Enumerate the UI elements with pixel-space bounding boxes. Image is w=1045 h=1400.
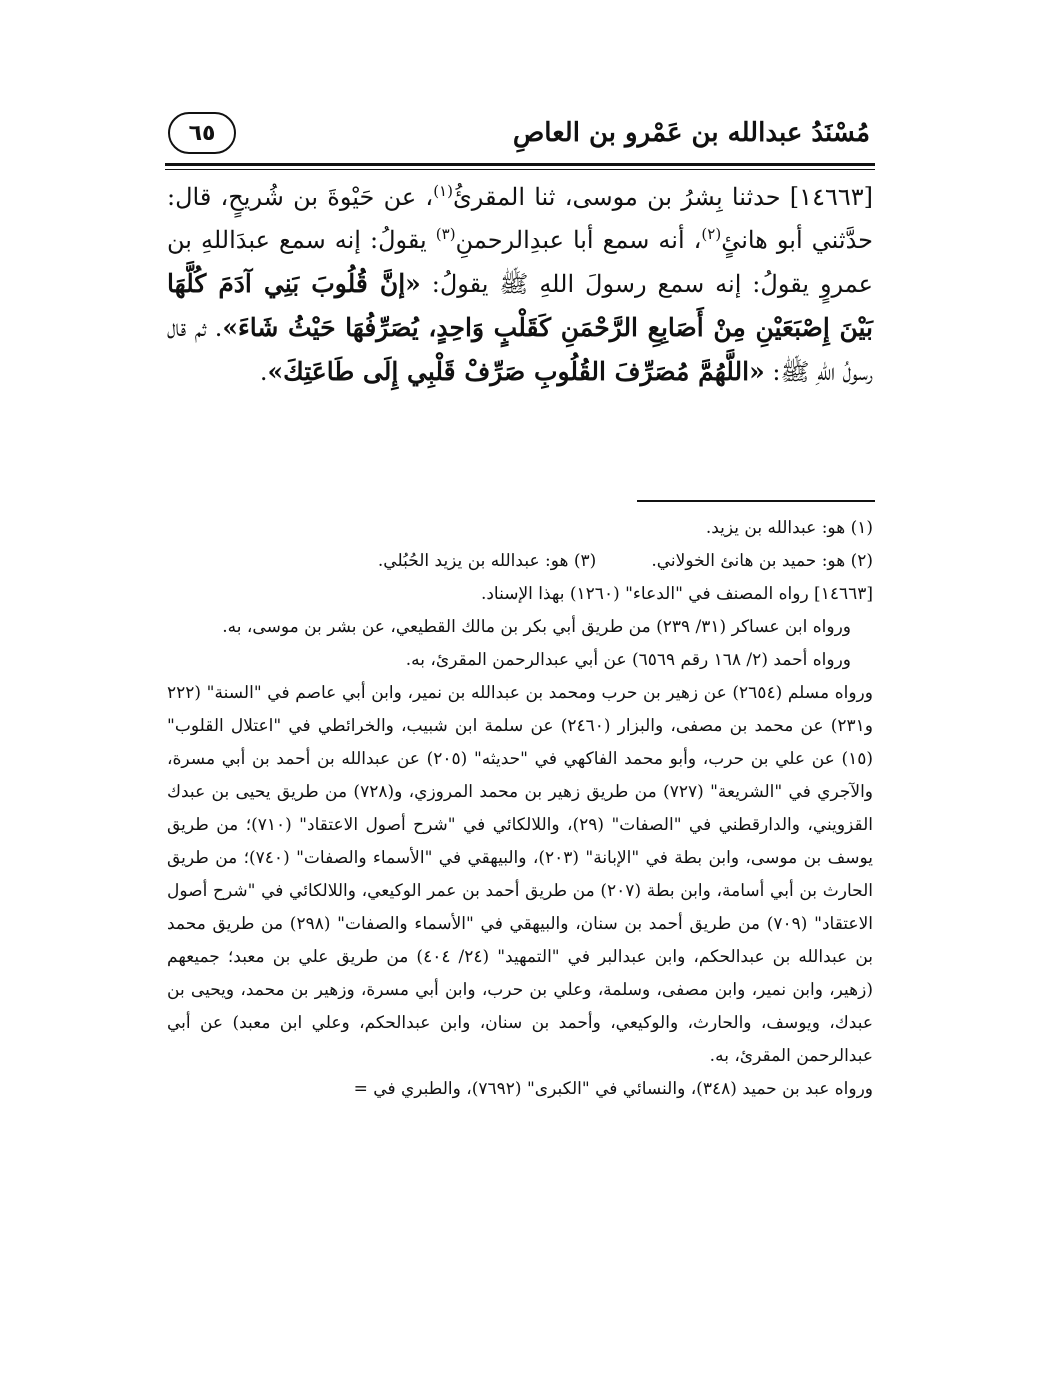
page-number <box>168 112 236 154</box>
isnad-part-5: . ثم قال رسولُ اللهِ ﷺ: <box>167 314 873 386</box>
header-rule-thick <box>165 163 875 166</box>
page-number-text: ٦٥ <box>188 120 216 146</box>
closing-punctuation: . <box>259 358 268 386</box>
footnote-1: (١) هو: عبدالله بن يزيد. <box>705 518 873 538</box>
isnad-part-3: ، أنه سمع أبا عبدِالرحمنِ <box>455 226 702 254</box>
isnad-part-2: ، عن حَيْوةَ بن شُريحٍ، قال: حدَّثني أبو هانئٍ <box>167 183 874 254</box>
footnotes-block <box>167 512 873 1106</box>
hadith-matn-1: «إنَّ قُلُوبَ بَنِي آدَمَ كُلَّهَا بَيْنَ إِصْبَعَيْنِ مِنْ أَصَابِعِ الرَّحْمَنِ كَقَلْبٍ وَاحِدٍ، يُصَرِّفُهَا حَيْثُ شَاءَ» <box>167 269 873 342</box>
hadith-matn-2: «اللَّهُمَّ مُصَرِّفَ القُلُوبِ صَرِّفْ قَلْبِي إِلَى طَاعَتِكَ» <box>267 357 765 386</box>
takhrij-heading: [١٤٦٦٣] رواه المصنف في "الدعاء" (١٢٦٠) بهذا الإسناد. <box>480 584 873 604</box>
hadith-text-block <box>167 176 873 394</box>
running-title: مُسْنَدُ عبدالله بن عَمْرو بن العاصِ <box>512 118 870 148</box>
takhrij-paragraph-3: ورواه مسلم (٢٦٥٤) عن زهير بن حرب ومحمد بن عبدالله بن نمير، وابن أبي عاصم في "السنة" (٢٢٢ و٢٣١) عن محمد بن مصفى، والبزار (٢٤٦٠) عن سلمة ابن شبيب، والخرائطي في "اعتلال القلوب" (١٥) عن علي بن حرب، وأبو محمد الفاكهي في "حديثه" (٢٠٥) عن عبدالله بن أحمد بن أبي مسرة، والآجري في "الشريعة" (٧٢٧) من طريق زهير بن محمد المروزي، و(٧٢٨) من طريق يحيى بن عبدك القزويني، والدارقطني في "الصفات" (٢٩)، واللالكائي في "شرح أصول الاعتقاد" (٧١٠)؛ من طريق يوسف بن موسى، وابن بطة في "الإبانة" (٢٠٣)، والبيهقي في "الأسماء والصفات" (٧٤٠)؛ من طريق الحارث بن أبي أسامة، وابن بطة (٢٠٧) من طريق أحمد بن عمر الوكيعي، واللالكائي في "شرح أصول الاعتقاد" (٧٠٩) من طريق أحمد بن سنان، والبيهقي في "الأسماء والصفات" (٢٩٨) من طريق محمد بن عبدالله بن عبدالحكم، وابن عبدالبر في "التمهيد" (٢٤/ ٤٠٤) من طريق علي بن معبد؛ جميعهم (زهير، وابن نمير، وابن مصفى، وسلمة، وعلي بن حرب، وابن أبي مسرة، وزهير بن محمد، ويحيى بن عبدك، ويوسف، والحارث، والوكيعي، وأحمد بن سنان، وابن عبدالحكم، وعلي ابن معبد) عن أبي عبدالرحمن المقرئ، به. <box>167 683 874 1066</box>
footnote-2: (٢) هو: حميد بن هانئ الخولاني. <box>651 551 873 571</box>
takhrij-paragraph-4: ورواه عبد بن حميد (٣٤٨)، والنسائي في "الكبرى" (٧٦٩٢)، والطبري في = <box>353 1079 873 1099</box>
isnad-part-4: يقولُ: إنه سمع عبدَاللهِ بن عمروٍ يقولُ: إنه سمع رسولَ اللهِ ﷺ يقولُ: <box>167 226 873 298</box>
takhrij-paragraph-2: ورواه أحمد (٢/ ١٦٨ رقم ٦٥٦٩) عن أبي عبدالرحمن المقرئ، به. <box>405 650 851 670</box>
isnad-part-1: [١٤٦٦٣] حدثنا بِشرُ بن موسى، ثنا المقرئُ <box>452 183 873 211</box>
footnote-marker-2: (٢) <box>701 225 722 243</box>
header-rule-thin <box>165 169 875 170</box>
footnote-marker-3: (٣) <box>435 225 456 243</box>
takhrij-paragraph-1: ورواه ابن عساكر (٣١/ ٢٣٩) من طريق أبي بكر بن مالك القطيعي، عن بشر بن موسى، به. <box>222 617 851 637</box>
footnote-row-2-3 <box>167 545 873 578</box>
hadith-paragraph <box>167 176 873 394</box>
footnote-separator <box>637 500 875 502</box>
takhrij-block <box>167 578 873 1106</box>
footnote-marker-1: (١) <box>433 182 453 200</box>
footnote-3: (٣) هو: عبدالله بن يزيد الحُبُلي. <box>377 551 597 571</box>
